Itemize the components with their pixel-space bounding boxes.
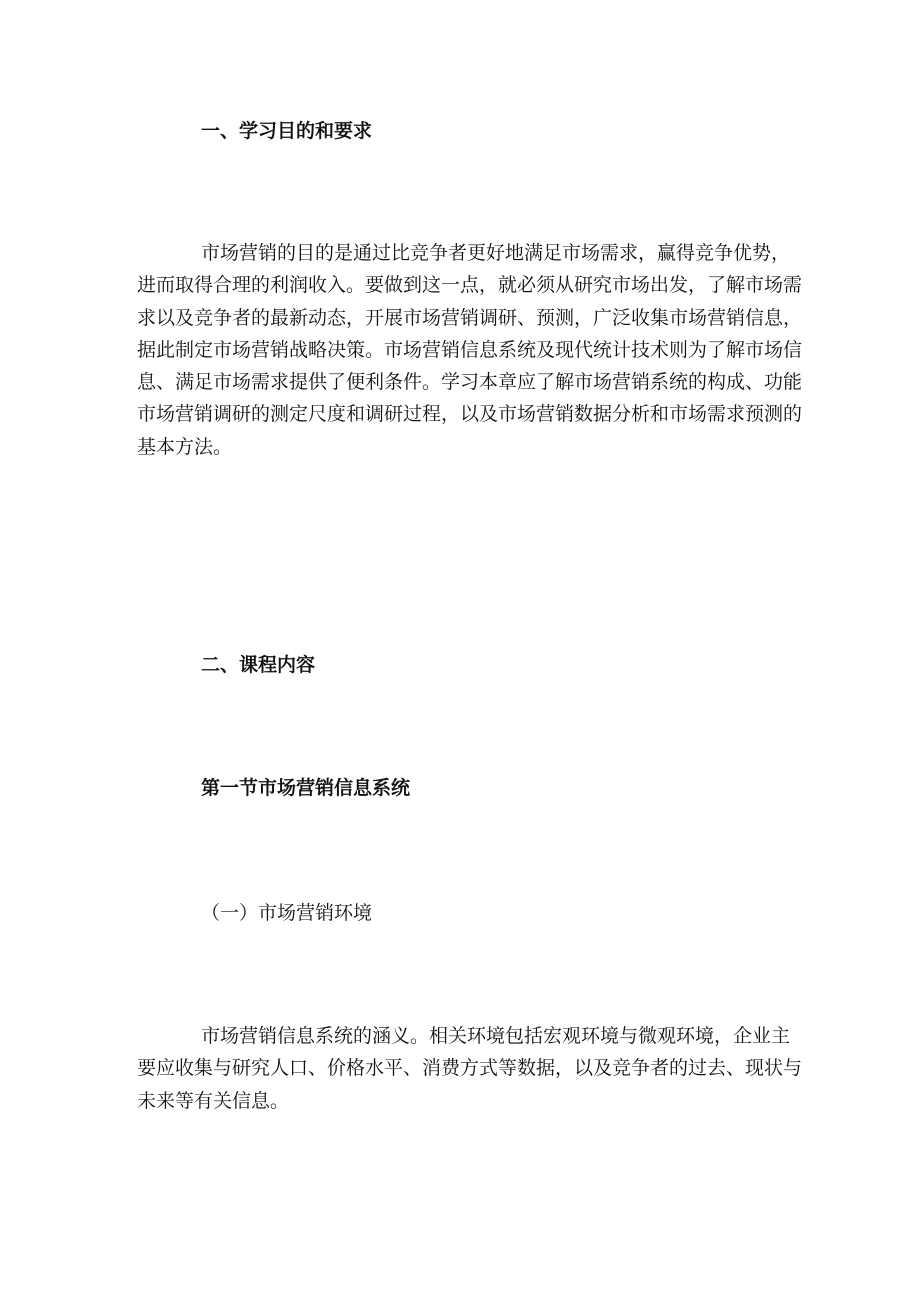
chapter-heading-marketing-info-system: 第一节市场营销信息系统: [201, 777, 411, 799]
paragraph-line: 市场营销调研的测定尺度和调研过程，以及市场营销数据分析和市场需求预测的: [137, 403, 803, 426]
paragraph-line: 求以及竞争者的最新动态，开展市场营销调研、预测，广泛收集市场营销信息，: [137, 306, 803, 329]
paragraph-learning-objectives: [137, 237, 802, 463]
paragraph-line: 息、满足市场需求提供了便利条件。学习本章应了解市场营销系统的构成、功能: [137, 371, 803, 394]
paragraph-line: 进而取得合理的利润收入。要做到这一点，就必须从研究市场出发，了解市场需: [137, 274, 803, 297]
paragraph-line: 市场营销信息系统的涵义。相关环境包括宏观环境与微观环境，企业主: [201, 1025, 791, 1047]
paragraph-marketing-environment: [137, 1020, 802, 1117]
section-heading-learning-objectives: 一、学习目的和要求: [201, 120, 373, 142]
subsection-heading-marketing-environment: （一）市场营销环境: [201, 902, 373, 924]
paragraph-line: 要应收集与研究人口、价格水平、消费方式等数据，以及竞争者的过去、现状与: [137, 1057, 803, 1080]
paragraph-line: 据此制定市场营销战略决策。市场营销信息系统及现代统计技术则为了解市场信: [137, 338, 803, 361]
paragraph-line: 市场营销的目的是通过比竞争者更好地满足市场需求，赢得竞争优势，: [201, 242, 791, 264]
section-heading-course-content: 二、课程内容: [201, 654, 316, 676]
paragraph-line: 未来等有关信息。: [137, 1089, 290, 1112]
paragraph-line: 基本方法。: [137, 435, 233, 458]
